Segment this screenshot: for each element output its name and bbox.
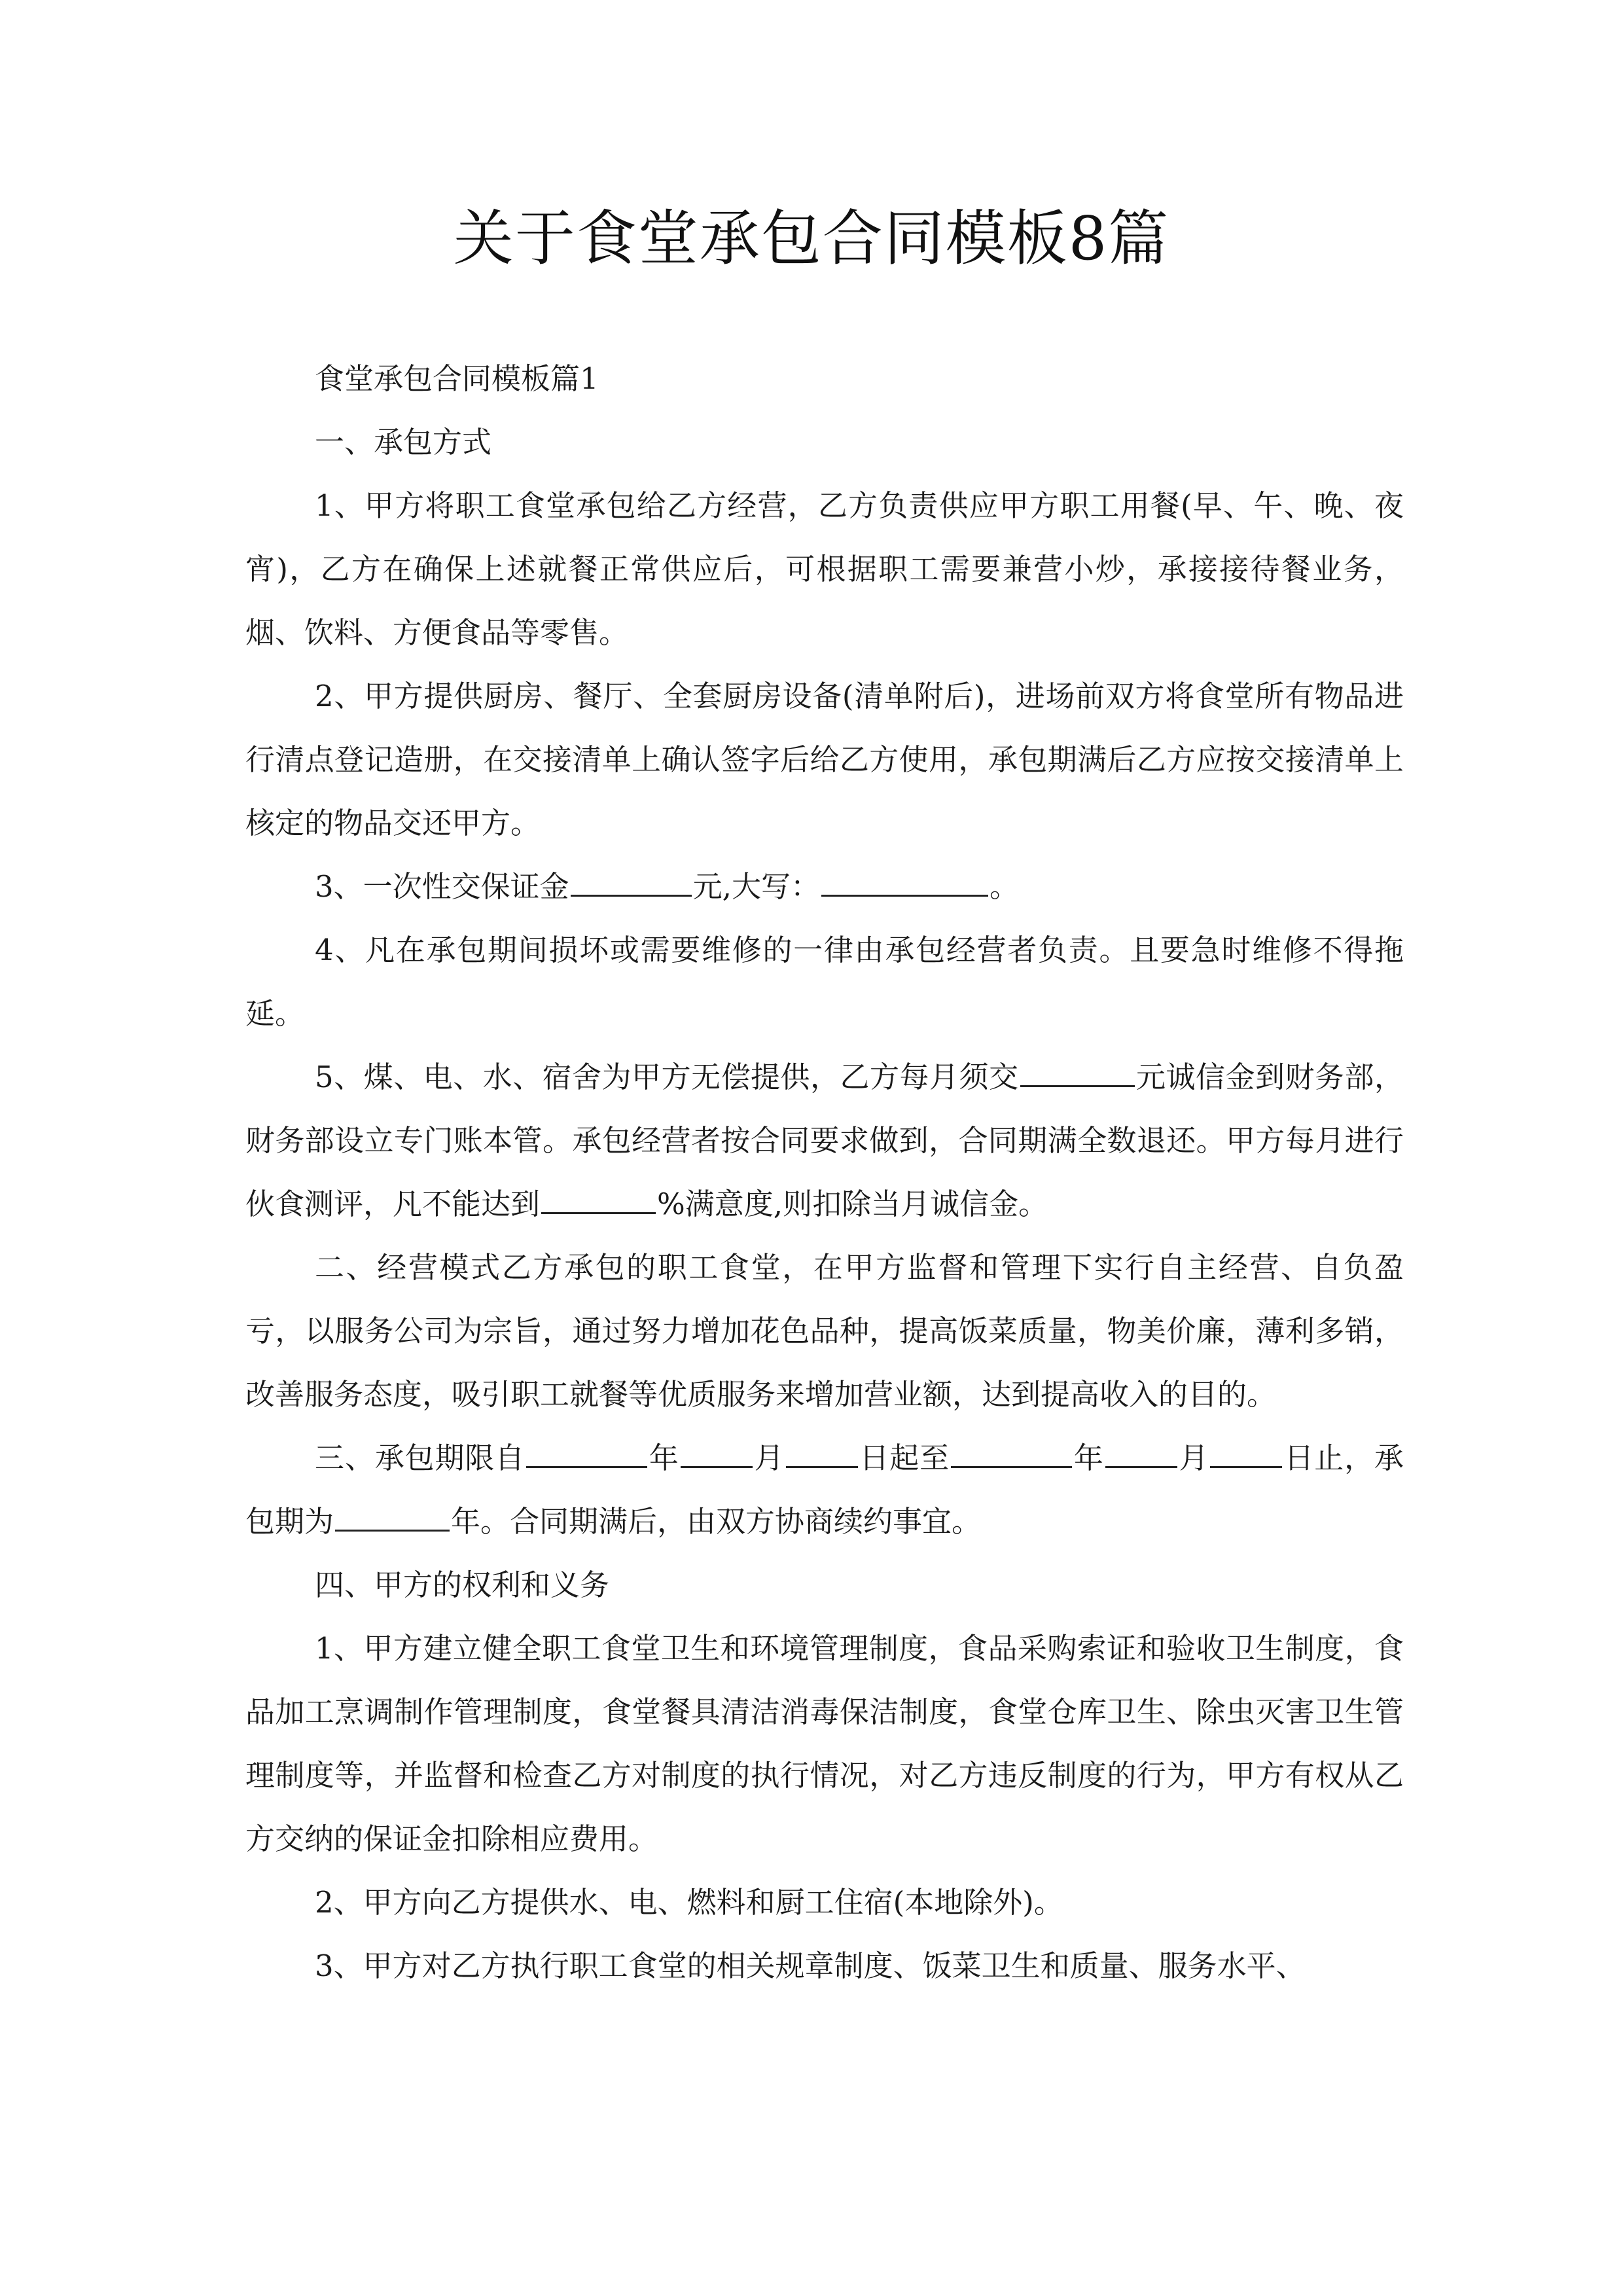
paragraph-9: 2、甲方向乙方提供水、电、燃料和厨工住宿(本地除外)。 (315, 1885, 1063, 1920)
heading-party-a-rights: 四、甲方的权利和义务 (315, 1568, 610, 1602)
paragraph-2: 2、甲方提供厨房、餐厅、全套厨房设备(清单附后)，进场前双方将食堂所有物品进行清点登记造册，在交接清单上确认签字后给乙方使用，承包期满后乙方应按交接清单上核定的物品交还甲方。 (245, 679, 1404, 840)
satisfaction-percent-blank (541, 1183, 656, 1214)
start-year-blank (526, 1437, 647, 1468)
paragraph-7-text-b: 年 (649, 1441, 679, 1475)
end-month-blank (1105, 1437, 1177, 1468)
paragraph-3-text-b: 元,大写： (692, 869, 820, 904)
paragraph-7-text-g: 日止，承包期为 (245, 1441, 1404, 1539)
heading-contract-method: 一、承包方式 (315, 425, 492, 459)
end-year-blank (951, 1437, 1072, 1468)
paragraph-5-text-a: 5、煤、电、水、宿舍为甲方无偿提供，乙方每月须交 (315, 1060, 1019, 1094)
start-month-blank (681, 1437, 753, 1468)
paragraph-1: 1、甲方将职工食堂承包给乙方经营，乙方负责供应甲方职工用餐(早、午、晚、夜宵)，乙方在确保上述就餐正常供应后，可根据职工需要兼营小炒，承接接待餐业务，烟、饮料、方便食品等零售。 (245, 488, 1404, 650)
contract-years-blank (335, 1500, 450, 1532)
start-day-blank (786, 1437, 858, 1468)
paragraph-3-text-a: 3、一次性交保证金 (315, 869, 569, 904)
paragraph-7-text-e: 年 (1073, 1441, 1104, 1475)
document-title: 关于食堂承包合同模板8篇 (453, 204, 1170, 274)
paragraph-5-text-c: %满意度,则扣除当月诚信金。 (657, 1187, 1048, 1221)
paragraph-4: 4、凡在承包期间损坏或需要维修的一律由承包经营者负责。且要急时维修不得拖延。 (245, 933, 1404, 1031)
document-body (245, 347, 1404, 1998)
section-heading: 食堂承包合同模板篇1 (315, 361, 599, 396)
paragraph-6: 二、经营模式乙方承包的职工食堂，在甲方监督和管理下实行自主经营、自负盈亏，以服务公司为宗旨，通过努力增加花色品种，提高饭菜质量，物美价廉，薄利多销，改善服务态度，吸引职工就餐等优质服务来增加营业额，达到提高收入的目的。 (245, 1250, 1404, 1412)
paragraph-5-text-b: 元诚信金到财务部，财务部设立专门账本管。承包经营者按合同要求做到，合同期满全数退还。甲方每月进行伙食测评，凡不能达到 (245, 1060, 1404, 1221)
integrity-deposit-blank (1020, 1056, 1135, 1087)
paragraph-8: 1、甲方建立健全职工食堂卫生和环境管理制度，食品采购索证和验收卫生制度，食品加工烹调制作管理制度，食堂餐具清洁消毒保洁制度，食堂仓库卫生、除虫灭害卫生管理制度等，并监督和检查乙方对制度的执行情况，对乙方违反制度的行为，甲方有权从乙方交纳的保证金扣除相应费用。 (245, 1631, 1404, 1856)
end-day-blank (1210, 1437, 1282, 1468)
deposit-amount-blank (571, 865, 692, 897)
paragraph-7-text-f: 月 (1178, 1441, 1209, 1475)
paragraph-3-text-c: 。 (989, 869, 1019, 904)
deposit-amount-words-blank (821, 865, 988, 897)
paragraph-7 (245, 1426, 1404, 1553)
paragraph-10: 3、甲方对乙方执行职工食堂的相关规章制度、饭菜卫生和质量、服务水平、 (315, 1948, 1306, 1983)
paragraph-7-text-c: 月 (753, 1441, 785, 1475)
paragraph-7-text-a: 三、承包期限自 (315, 1441, 526, 1475)
paragraph-7-text-h: 年。合同期满后，由双方协商续约事宜。 (451, 1504, 982, 1539)
paragraph-3 (245, 855, 1404, 918)
paragraph-7-text-d: 日起至 (859, 1441, 950, 1475)
paragraph-5 (245, 1045, 1404, 1236)
